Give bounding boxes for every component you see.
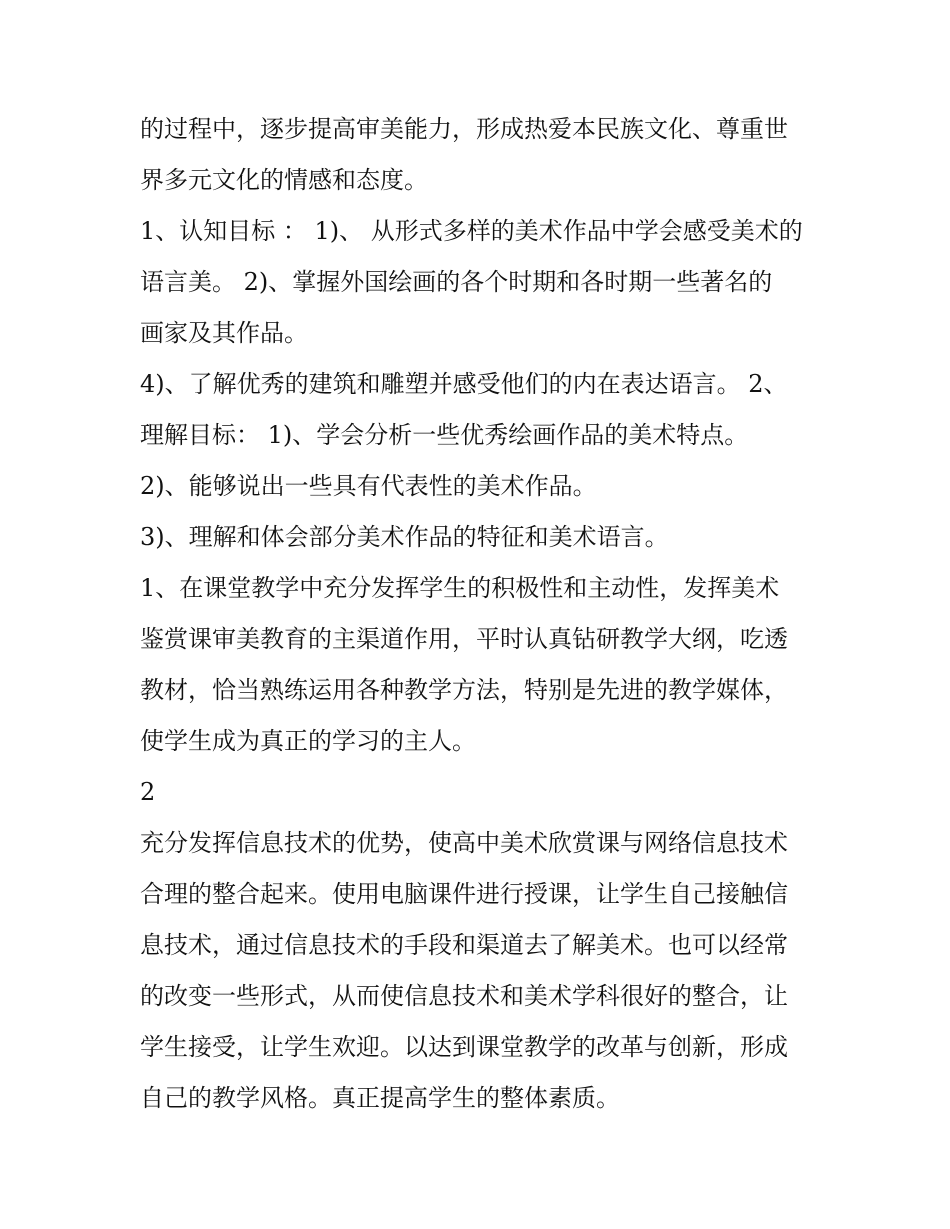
text-line: 息技术，通过信息技术的手段和渠道去了解美术。也可以经常 bbox=[140, 931, 788, 959]
text-line: 的改变一些形式，从而使信息技术和美术学科很好的整合，让 bbox=[140, 982, 788, 1010]
section-number: 2 bbox=[140, 778, 156, 806]
text-line: 4)、了解优秀的建筑和雕塑并感受他们的内在表达语言。 2、 bbox=[140, 370, 788, 398]
document-body bbox=[140, 104, 820, 1124]
text-line: 自己的教学风格。真正提高学生的整体素质。 bbox=[140, 1084, 620, 1112]
text-line: 画家及其作品。 bbox=[140, 319, 308, 347]
text-line: 1、在课堂教学中充分发挥学生的积极性和主动性，发挥美术 bbox=[140, 574, 780, 602]
text-line: 学生接受，让学生欢迎。以达到课堂教学的改革与创新，形成 bbox=[140, 1033, 788, 1061]
text-line: 界多元文化的情感和态度。 bbox=[140, 166, 428, 194]
text-line: 3)、理解和体会部分美术作品的特征和美术语言。 bbox=[140, 523, 669, 551]
text-line: 语言美。 2)、掌握外国绘画的各个时期和各时期一些著名的 bbox=[140, 268, 773, 296]
text-line: 使学生成为真正的学习的主人。 bbox=[140, 727, 476, 755]
text-line: 教材，恰当熟练运用各种教学方法，特别是先进的教学媒体， bbox=[140, 676, 788, 704]
text-line: 2)、能够说出一些具有代表性的美术作品。 bbox=[140, 472, 597, 500]
text-line: 合理的整合起来。使用电脑课件进行授课，让学生自己接触信 bbox=[140, 880, 788, 908]
text-line: 1、认知目标 ： 1)、 从形式多样的美术作品中学会感受美术的 bbox=[140, 217, 803, 245]
text-line: 充分发挥信息技术的优势，使高中美术欣赏课与网络信息技术 bbox=[140, 829, 788, 857]
text-line: 理解目标： 1)、学会分析一些优秀绘画作品的美术特点。 bbox=[140, 421, 749, 449]
text-line: 的过程中，逐步提高审美能力，形成热爱本民族文化、尊重世 bbox=[140, 115, 788, 143]
text-line: 鉴赏课审美教育的主渠道作用，平时认真钻研教学大纲，吃透 bbox=[140, 625, 788, 653]
